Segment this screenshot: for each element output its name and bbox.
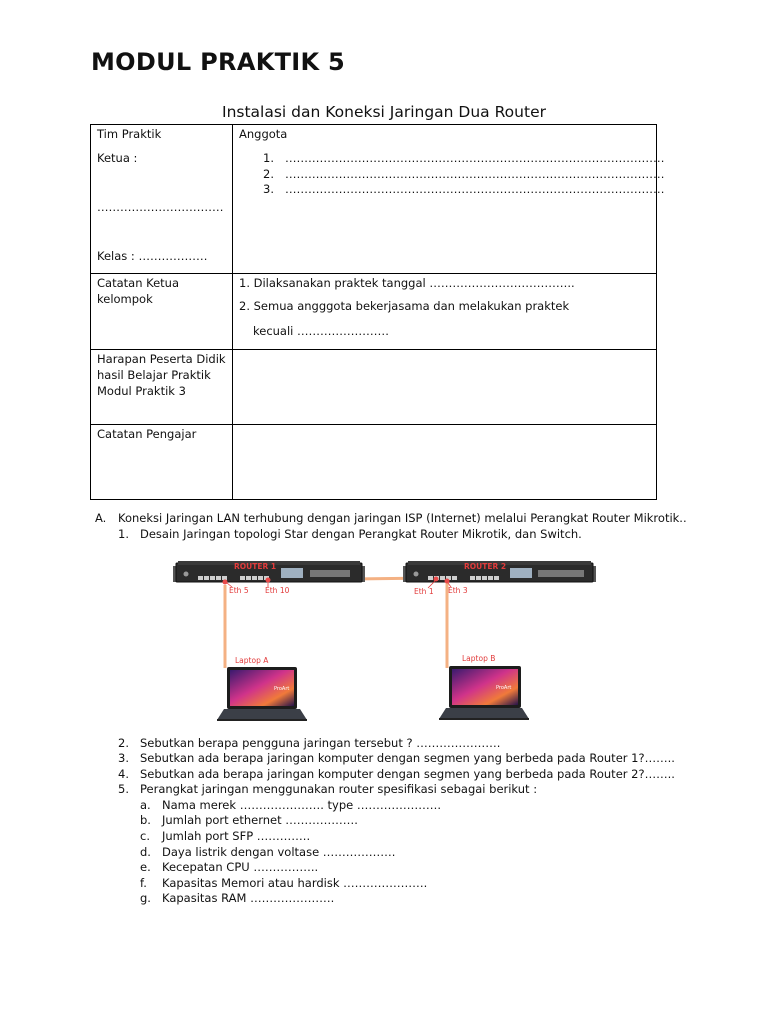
sub-item-d-text: Daya listrik dengan voltase ……………….	[162, 845, 396, 859]
catatan-ketua-item-1: 1. Dilaksanakan praktek tanggal ………………………………..	[239, 276, 575, 290]
sub-item-d-num: d.	[140, 845, 151, 859]
document-title: MODUL PRAKTIK 5	[91, 48, 346, 76]
laptop-a	[217, 667, 307, 721]
catatan-ketua-label: Catatan Ketua kelompok	[97, 276, 180, 306]
question-2-text: Sebutkan berapa pengguna jaringan tersebut ? ………………….	[140, 736, 501, 750]
sub-item-e-text: Kecepatan CPU ……………..	[162, 860, 319, 874]
laptop-b	[439, 666, 529, 720]
eth5-label: Eth 5	[229, 586, 249, 595]
question-2-num: 2.	[118, 736, 129, 750]
ketua-label: Ketua :	[97, 151, 138, 165]
anggota-num-2: 2.	[263, 167, 274, 181]
catatan-ketua-item-2: 2. Semua angggota bekerjasama dan melakukan praktek	[239, 299, 570, 313]
ketua-name-blank: ……………………………	[97, 200, 224, 214]
sub-item-g-num: g.	[140, 891, 151, 905]
laptop-b-label: Laptop B	[462, 654, 496, 663]
item-1-text: Desain Jaringan topologi Star dengan Perangkat Router Mikrotik, dan Switch.	[140, 527, 582, 541]
tim-praktik-label: Tim Praktik	[97, 127, 162, 141]
port-marker-eth5	[223, 580, 228, 585]
anggota-item-2: ………………………………………………………………………………………	[285, 167, 665, 181]
document-subtitle: Instalasi dan Koneksi Jaringan Dua Router	[222, 103, 546, 121]
catatan-ketua-item-3: kecuali ……………………	[253, 324, 390, 338]
sub-item-c-text: Jumlah port SFP …………..	[162, 829, 311, 843]
question-5-num: 5.	[118, 782, 129, 796]
anggota-label: Anggota	[239, 127, 288, 141]
sub-item-b-num: b.	[140, 813, 151, 827]
eth1-label: Eth 1	[414, 587, 434, 596]
router-2-label: ROUTER 2	[464, 562, 507, 571]
eth10-label: Eth 10	[265, 586, 290, 595]
laptop-a-label: Laptop A	[235, 656, 269, 665]
sub-item-e-num: e.	[140, 860, 151, 874]
question-4-text: Sebutkan ada berapa jaringan komputer dengan segmen yang berbeda pada Router 2?……..	[140, 767, 675, 781]
item-1-num: 1.	[118, 527, 129, 541]
catatan-pengajar-label: Catatan Pengajar	[97, 427, 197, 441]
sub-item-c-num: c.	[140, 829, 150, 843]
anggota-item-1: ………………………………………………………………………………………	[285, 151, 665, 165]
kelas-label: Kelas : ………………	[97, 249, 208, 263]
anggota-item-3: ………………………………………………………………………………………	[285, 182, 665, 196]
sub-item-f-text: Kapasitas Memori atau hardisk ………………….	[162, 876, 428, 890]
sub-item-a-text: Nama merek …………………. type ………………….	[162, 798, 442, 812]
router-1-label: ROUTER 1	[234, 562, 277, 571]
laptop-a-brand: ProArt	[274, 686, 290, 692]
question-4-num: 4.	[118, 767, 129, 781]
question-3-text: Sebutkan ada berapa jaringan komputer dengan segmen yang berbeda pada Router 1?……..	[140, 751, 675, 765]
sub-item-b-text: Jumlah port ethernet ……………….	[162, 813, 358, 827]
sub-item-a-num: a.	[140, 798, 151, 812]
laptop-b-brand: ProArt	[496, 685, 512, 691]
section-a-label: A.	[95, 511, 107, 525]
port-marker-eth10	[266, 578, 271, 583]
section-a-text: Koneksi Jaringan LAN terhubung dengan jaringan ISP (Internet) melalui Perangkat Router Mikrotik..	[118, 511, 687, 525]
question-5-text: Perangkat jaringan menggunakan router spesifikasi sebagai berikut :	[140, 782, 538, 796]
question-3-num: 3.	[118, 751, 129, 765]
port-marker-eth3	[445, 579, 450, 584]
port-marker-eth1	[434, 577, 439, 582]
harapan-label: Harapan Peserta Didik hasil Belajar Praktik Modul Praktik 3	[97, 352, 226, 398]
eth3-label: Eth 3	[448, 586, 468, 595]
anggota-num-1: 1.	[263, 151, 274, 165]
anggota-num-3: 3.	[263, 182, 274, 196]
sub-item-g-text: Kapasitas RAM ………………….	[162, 891, 335, 905]
sub-item-f-num: f.	[140, 876, 147, 890]
